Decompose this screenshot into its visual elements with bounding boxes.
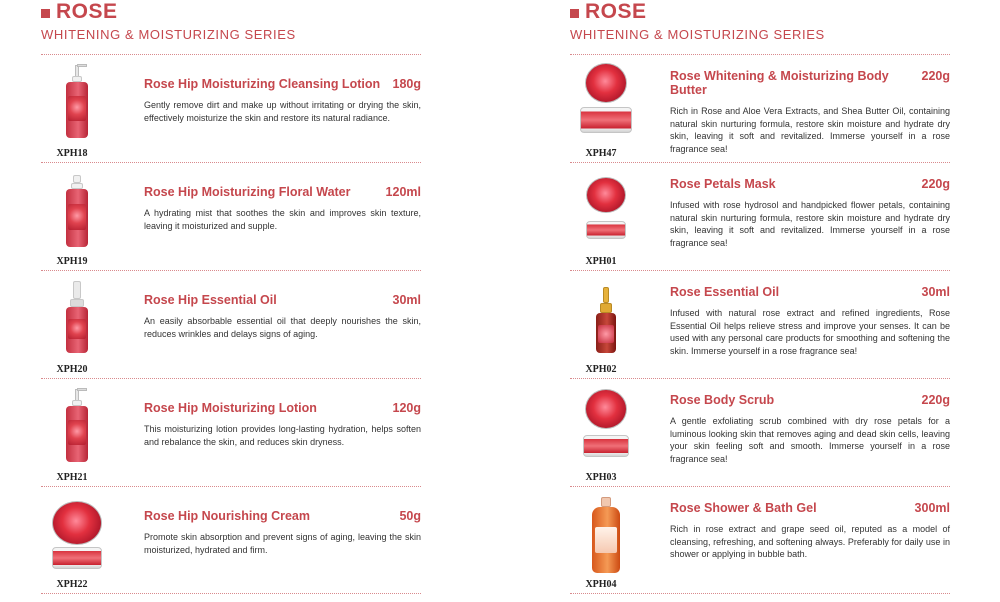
- cream-jar-icon: [47, 493, 107, 577]
- product-name: Rose Petals Mask: [670, 177, 776, 191]
- product-name: Rose Hip Nourishing Cream: [144, 509, 310, 523]
- brand-square-icon: [41, 9, 50, 18]
- product-row: [41, 271, 421, 379]
- product-code: XPH03: [585, 472, 617, 483]
- product-description: Gently remove dirt and make up without irritating or drying the skin, effectively moisturize the skin and restore its natural radiance.: [144, 100, 421, 123]
- product-description: An easily absorbable essential oil that deeply nourishes the skin, reduces wrinkles and delays signs of aging.: [144, 316, 421, 339]
- product-size: 180g: [392, 77, 421, 91]
- product-name: Rose Essential Oil: [670, 285, 780, 299]
- product-description: Infused with natural rose extract and refined ingredients, Rose Essential Oil helps relieve stress and improve your senses. It can be used with any personal care products for smoothing and softening the skin. Immerse yourself in a rose fragrance sea!: [670, 308, 950, 356]
- product-code: XPH04: [585, 579, 617, 590]
- product-code: XPH02: [585, 364, 617, 375]
- product-name: Rose Shower & Bath Gel: [670, 501, 817, 515]
- series-title: WHITENING & MOISTURIZING SERIES: [570, 27, 825, 42]
- product-row: [570, 271, 950, 379]
- brand-square-icon: [570, 9, 579, 18]
- left-catalog-column: [41, 0, 421, 594]
- product-name: Rose Body Scrub: [670, 393, 775, 407]
- serum-bottle-icon: [47, 277, 107, 361]
- cream-jar-icon: [576, 61, 636, 145]
- product-row: [41, 55, 421, 163]
- product-size: 220g: [921, 177, 950, 191]
- product-name: Rose Hip Moisturizing Floral Water: [144, 185, 351, 199]
- product-size: 30ml: [392, 293, 421, 307]
- product-code: XPH22: [56, 579, 88, 590]
- product-size: 120ml: [385, 185, 421, 199]
- product-size: 50g: [399, 509, 421, 523]
- product-description: A hydrating mist that soothes the skin and improves skin texture, leaving it moisturized and supple.: [144, 208, 421, 231]
- spray-bottle-icon: [47, 169, 107, 253]
- product-code: XPH19: [56, 256, 88, 267]
- product-row: [570, 55, 950, 163]
- brand-name: ROSE: [585, 0, 647, 23]
- cream-jar-icon: [576, 169, 636, 253]
- brand-header: [41, 0, 421, 24]
- product-description: This moisturizing lotion provides long-lasting hydration, helps soften and rebalance the skin, and reduces skin dryness.: [144, 424, 421, 447]
- product-size: 220g: [921, 393, 950, 407]
- product-row: [570, 163, 950, 271]
- dropper-bottle-icon: [576, 277, 636, 361]
- product-name: Rose Hip Moisturizing Lotion: [144, 401, 317, 415]
- product-size: 220g: [921, 69, 950, 83]
- product-size: 300ml: [914, 501, 950, 515]
- product-description: A gentle exfoliating scrub combined with dry rose petals for a luminous looking skin that removes aging and dead skin cells, leaving your skin feeling soft and smooth. Immerse yourself in a rose fragrance sea!: [670, 416, 950, 464]
- product-size: 120g: [392, 401, 421, 415]
- product-name: Rose Hip Essential Oil: [144, 293, 277, 307]
- pump-bottle-icon: [47, 385, 107, 469]
- product-description: Promote skin absorption and prevent signs of aging, leaving the skin moisturized, hydrated and firm.: [144, 532, 421, 555]
- product-code: XPH18: [56, 148, 88, 159]
- pump-bottle-icon: [47, 61, 107, 145]
- series-title: WHITENING & MOISTURIZING SERIES: [41, 27, 296, 42]
- product-row: [570, 379, 950, 487]
- product-description: Rich in Rose and Aloe Vera Extracts, and Shea Butter Oil, containing natural skin nurturing formula, restore skin moisture and hydrate dry skin, leaving it soft and revitalized. Immerse yourself in a rose fragrance sea!: [670, 106, 950, 154]
- product-description: Rich in rose extract and grape seed oil, reputed as a model of cleansing, refreshing, and softening always. Preferably for daily use in shower or applying in bubble bath.: [670, 524, 950, 560]
- product-row: [41, 487, 421, 594]
- right-catalog-column: [570, 0, 950, 594]
- product-code: XPH01: [585, 256, 617, 267]
- product-name: Rose Hip Moisturizing Cleansing Lotion: [144, 77, 381, 91]
- product-row: [41, 163, 421, 271]
- product-code: XPH47: [585, 148, 617, 159]
- gel-bottle-icon: [576, 493, 636, 577]
- brand-name: ROSE: [56, 0, 118, 23]
- cream-jar-icon: [576, 385, 636, 469]
- product-size: 30ml: [921, 285, 950, 299]
- product-code: XPH20: [56, 364, 88, 375]
- brand-header: [570, 0, 950, 24]
- product-name: Rose Whitening & Moisturizing Body Butter: [670, 69, 889, 97]
- product-row: [570, 487, 950, 594]
- product-row: [41, 379, 421, 487]
- product-code: XPH21: [56, 472, 88, 483]
- product-description: Infused with rose hydrosol and handpicked flower petals, containing natural skin nurturing formula, restore skin moisture and hydrate dry skin, leaving it soft and revitalized. Immerse yourself in a rose fragrance sea!: [670, 200, 950, 248]
